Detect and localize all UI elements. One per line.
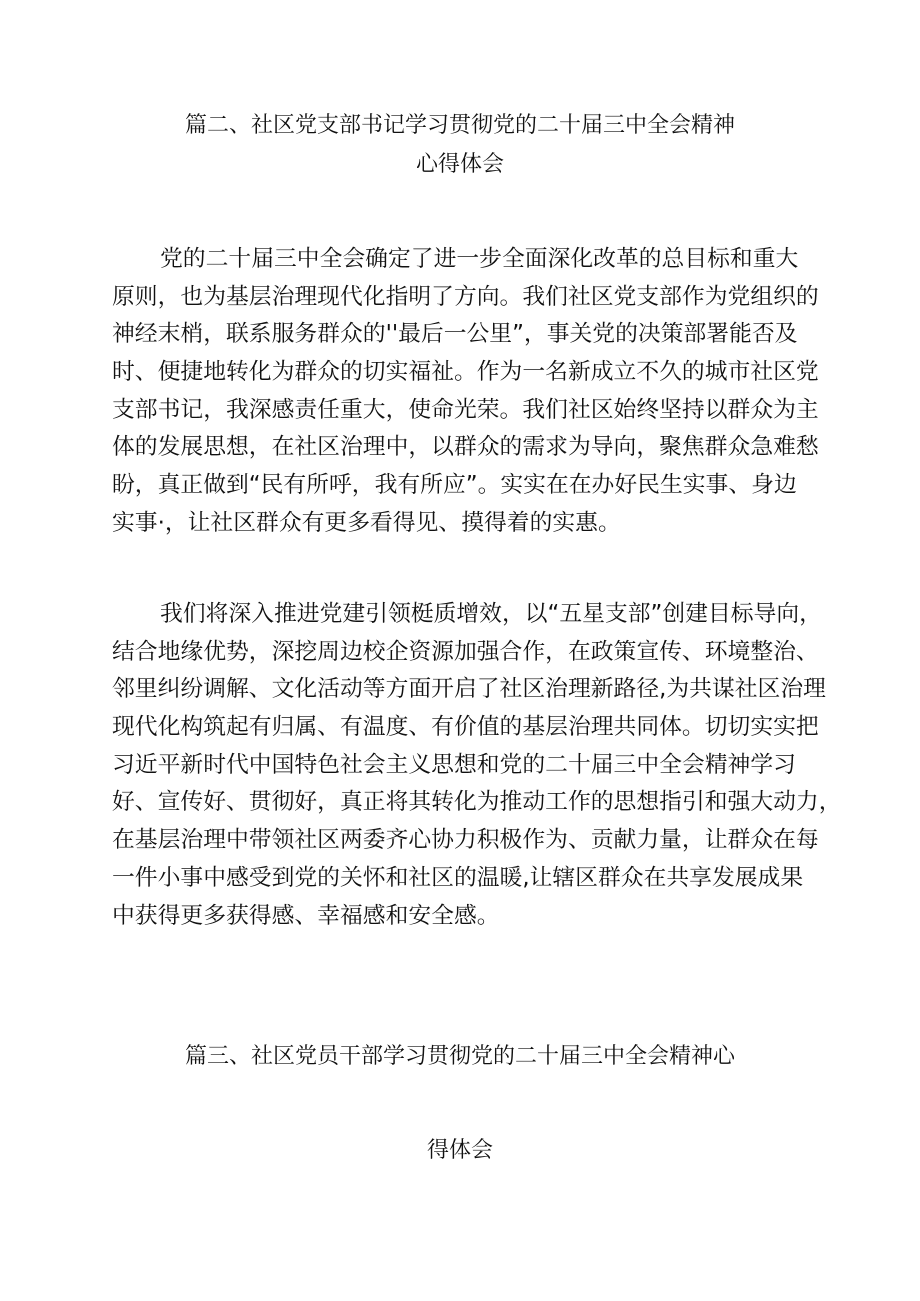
section3-title-line2: 得体会 [426,1138,493,1163]
paragraph-line: 中获得更多获得感、幸福感和安全感。 [112,902,500,929]
section3-title-line1: 篇三、社区党员干部学习贯彻党的二十届三中全会精神心 [184,1044,735,1069]
paragraph-line: 现代化构筑起有归属、有温度、有价值的基层治理共同体。切切实实把 [112,714,819,741]
paragraph-line: 党的二十届三中全会确定了进一步全面深化改革的总目标和重大 [160,246,799,272]
paragraph-line: 结合地缘优势，深挖周边校企资源加强合作，在政策宣传、环境整治、 [112,638,819,665]
section2-paragraph-1 [112,241,832,543]
paragraph-line: 我们将深入推进党建引领梃质增效，以“五星支部”创建目标导向， [160,601,822,627]
paragraph-line: 邻里纠纷调解、文化活动等方面开启了社区治理新路径,为共谋社区治理 [112,676,826,703]
paragraph-line: 习近平新时代中国特色社会主义思想和党的二十届三中全会精神学习 [112,751,796,778]
paragraph-line: 盼，真正做到“民有所呼，我有所应”。实实在在办好民生实事、身边 [112,472,797,499]
paragraph-line: 时、便捷地转化为群众的切实福祉。作为一名新成立不久的城市社区党 [112,359,819,386]
section2-title-line1: 篇二、社区党支部书记学习贯彻党的二十届三中全会精神 [184,113,735,138]
paragraph-line: 体的发展思想，在社区治理中，以群众的需求为导向，聚焦群众急难愁 [112,434,819,461]
paragraph-line: 原则，也为基层治理现代化指明了方向。我们社区党支部作为党组织的 [112,283,819,310]
paragraph-line: 支部书记，我深感责任重大，使命光荣。我们社区始终坚持以群众为主 [112,396,819,423]
section2-paragraph-2 [112,596,842,935]
section2-title-line2: 心得体会 [415,152,504,177]
paragraph-line: 实事·，让社区群众有更多看得见、摸得着的实惠。 [112,509,621,536]
paragraph-line: 神经末梢，联系服务群众的''最后一公里”，事关党的决策部署能否及 [112,321,798,348]
paragraph-line: 一件小事中感受到党的关怀和社区的温暖,让辖区群众在共享发展成果 [112,864,804,891]
paragraph-line: 好、宣传好、贯彻好，真正将其转化为推动工作的思想指引和强大动力， [112,789,842,816]
paragraph-line: 在基层治理中带领社区两委齐心协力积极作为、贡献力量，让群众在每 [112,827,819,854]
